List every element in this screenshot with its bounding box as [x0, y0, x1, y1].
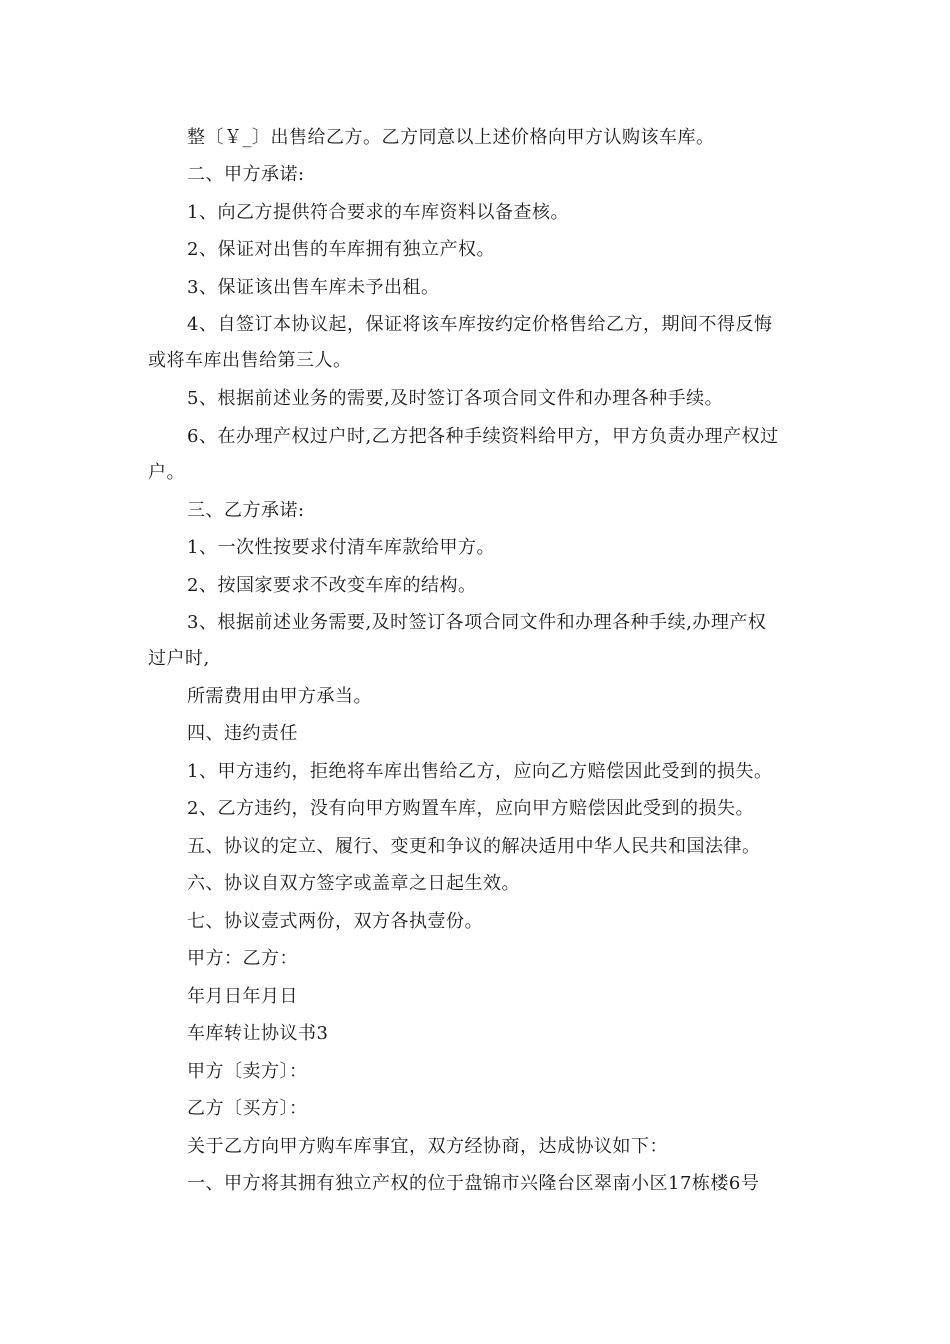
section-heading: 四、违约责任 — [187, 723, 298, 744]
text-line: 户。 — [148, 462, 185, 483]
section-heading: 五、协议的定立、履行、变更和争议的解决适用中华人民共和国法律。 — [187, 836, 761, 857]
section-heading: 七、协议壹式两份，双方各执壹份。 — [187, 911, 483, 932]
text-line: 过户时, — [148, 648, 210, 669]
text-line: 3、根据前述业务需要,及时签订各项合同文件和办理各种手续,办理产权 — [187, 612, 767, 633]
text-line: 6、在办理产权过户时,乙方把各种手续资料给甲方，甲方负责办理产权过 — [187, 426, 779, 447]
section-heading: 三、乙方承诺: — [187, 500, 305, 521]
party-line: 甲方〔卖方〕： — [187, 1061, 308, 1082]
text-line: 2、保证对出售的车库拥有独立产权。 — [187, 239, 495, 260]
document-title: 车库转让协议书3 — [187, 1023, 329, 1044]
text-line: 整〔￥_〕出售给乙方。乙方同意以上述价格向甲方认购该车库。 — [187, 127, 715, 148]
section-heading: 一、甲方将其拥有独立产权的位于盘锦市兴隆台区翠南小区17栋楼6号 — [187, 1173, 760, 1194]
signature-line: 甲方：乙方： — [187, 948, 298, 969]
text-line: 2、乙方违约，没有向甲方购置车库，应向甲方赔偿因此受到的损失。 — [187, 798, 754, 819]
section-heading: 六、协议自双方签字或盖章之日起生效。 — [187, 873, 520, 894]
section-heading: 二、甲方承诺: — [187, 164, 305, 185]
text-line: 3、保证该出售车库未予出租。 — [187, 277, 440, 298]
text-line: 关于乙方向甲方购车库事宜，双方经协商，达成协议如下： — [187, 1136, 668, 1157]
text-line: 1、向乙方提供符合要求的车库资料以备查核。 — [187, 202, 569, 223]
text-line: 1、一次性按要求付清车库款给甲方。 — [187, 537, 495, 558]
date-line: 年月日年月日 — [187, 986, 298, 1007]
text-line: 2、按国家要求不改变车库的结构。 — [187, 575, 477, 596]
text-line: 所需费用由甲方承当。 — [187, 686, 372, 707]
text-line: 或将车库出售给第三人。 — [148, 350, 352, 371]
text-line: 4、自签订本协议起，保证将该车库按约定价格售给乙方，期间不得反悔 — [187, 314, 773, 335]
text-line: 1、甲方违约，拒绝将车库出售给乙方，应向乙方赔偿因此受到的损失。 — [187, 761, 773, 782]
party-line: 乙方〔买方〕： — [187, 1098, 308, 1119]
text-line: 5、根据前述业务的需要,及时签订各项合同文件和办理各种手续。 — [187, 388, 724, 409]
